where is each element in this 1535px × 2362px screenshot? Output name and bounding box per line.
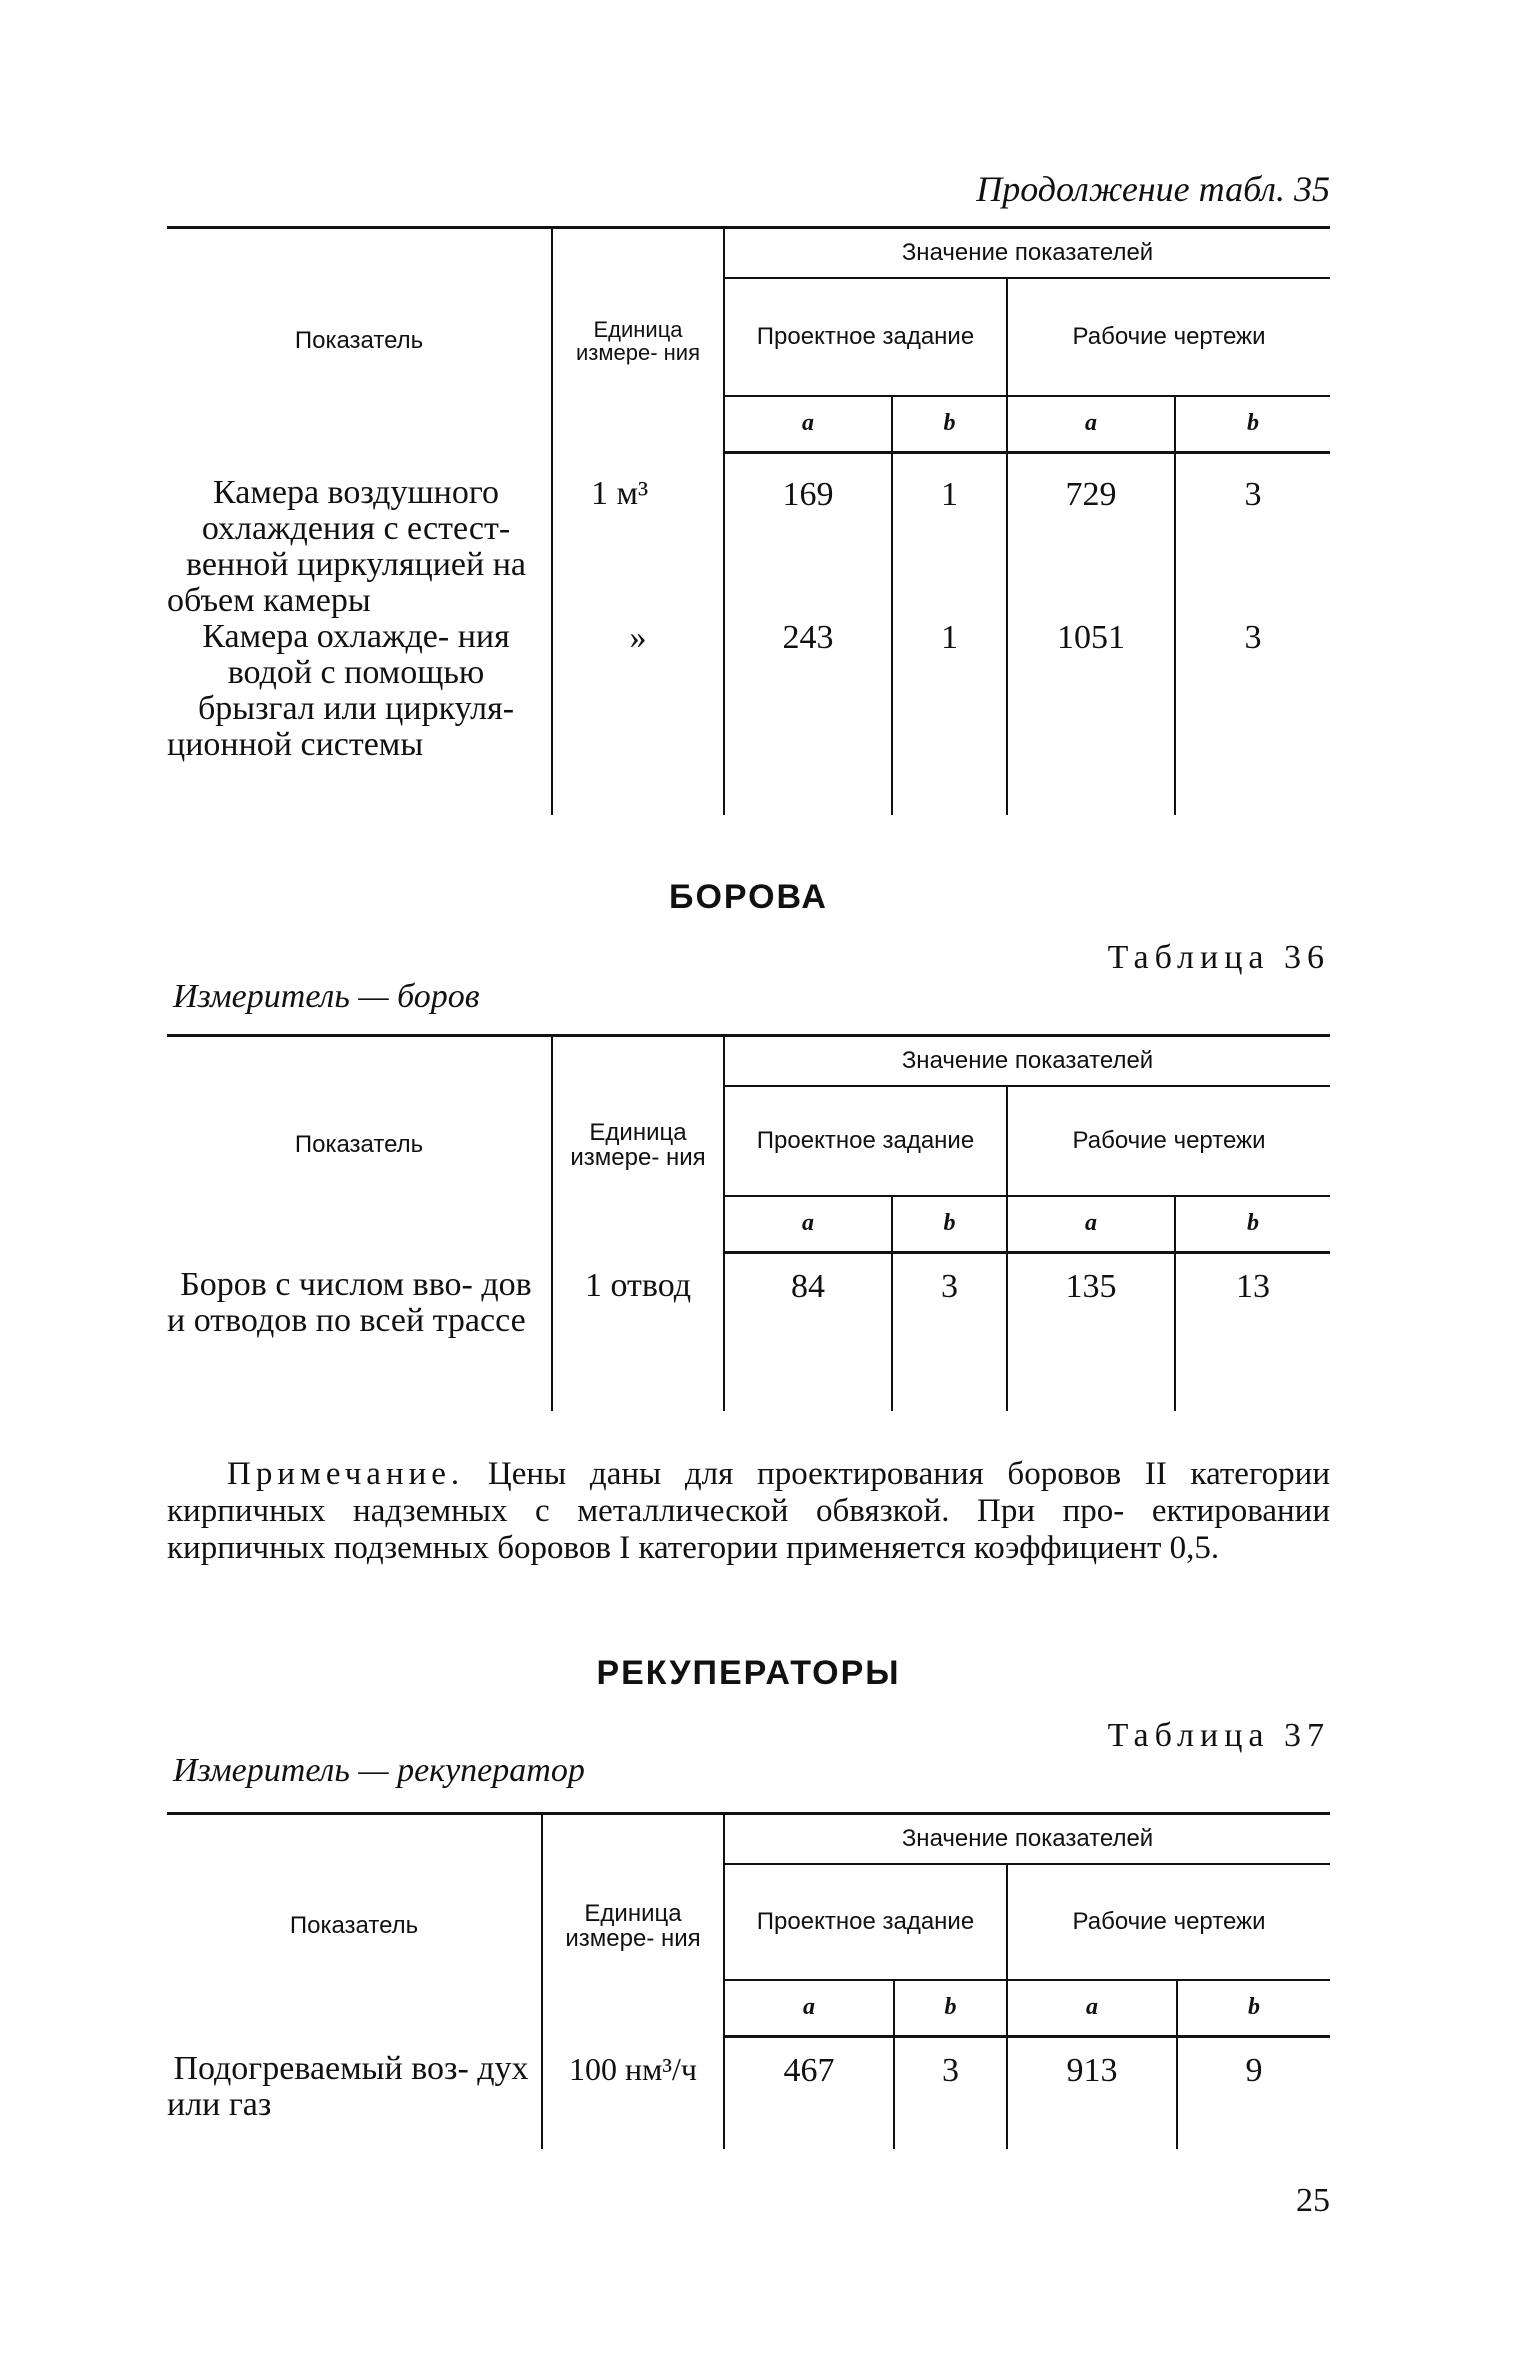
row-drawings-a: 913: [1007, 2037, 1177, 2149]
header-project: Проектное задание: [724, 1864, 1007, 1980]
table-row: [167, 619, 1330, 815]
header-drawings: Рабочие чертежи: [1007, 278, 1330, 396]
header-values-group: Значение показателей: [724, 1036, 1330, 1087]
header-values-group: Значение показателей: [724, 1814, 1330, 1865]
row-unit: 1 отвод: [552, 1253, 724, 1411]
measure-36: Измеритель — боров: [173, 978, 480, 1015]
row-project-b: 1: [892, 619, 1007, 815]
row-drawings-b: 13: [1175, 1253, 1330, 1411]
header-a: a: [1007, 1196, 1175, 1253]
header-b: b: [1175, 1196, 1330, 1253]
continuation-caption: Продолжение табл. 35: [976, 169, 1330, 209]
header-b: b: [1175, 396, 1330, 453]
table-35: [167, 226, 1330, 815]
table-37: [167, 1812, 1330, 2149]
row-project-b: 3: [894, 2037, 1007, 2149]
row-drawings-b: 3: [1175, 619, 1330, 815]
row-unit: »: [552, 619, 724, 815]
row-project-a: 467: [724, 2037, 894, 2149]
header-a: a: [1007, 396, 1175, 453]
header-drawings: Рабочие чертежи: [1007, 1086, 1330, 1196]
row-project-b: 3: [892, 1253, 1007, 1411]
row-unit: 1 м³: [552, 453, 724, 619]
row-drawings-b: 9: [1177, 2037, 1330, 2149]
table-36: [167, 1034, 1330, 1411]
row-drawings-a: 1051: [1007, 619, 1175, 815]
header-a: a: [724, 1980, 894, 2037]
header-drawings: Рабочие чертежи: [1007, 1864, 1330, 1980]
table-label-36: Таблица 36: [1107, 939, 1330, 976]
header-indicator: Показатель: [167, 1036, 552, 1253]
header-unit: Единица измере- ния: [552, 1036, 724, 1253]
note-text: Цены даны для проектирования боровов II категории кирпичных надземных с металлической обвязкой. При про- ектировании кирпичных подземных боровов I категории применяется коэффициент 0,5.: [167, 1456, 1330, 1566]
note-label: Примечание.: [227, 1456, 465, 1492]
header-project: Проектное задание: [724, 1086, 1007, 1196]
row-project-a: 169: [724, 453, 892, 619]
header-b: b: [892, 1196, 1007, 1253]
measure-37: Измеритель — рекуператор: [173, 1752, 585, 1789]
row-indicator: Камера воздушного охлаждения с естест- венной циркуляцией на объем камеры: [167, 473, 527, 619]
row-unit: 100 нм³/ч: [542, 2037, 724, 2149]
row-indicator: Подогреваемый воз- дух или газ: [167, 2049, 529, 2123]
header-indicator: Показатель: [167, 1814, 542, 2037]
table-row: [167, 453, 1330, 619]
table-row: [167, 2037, 1330, 2149]
header-unit: Единица измере- ния: [552, 228, 724, 453]
row-project-a: 84: [724, 1253, 892, 1411]
header-values-group: Значение показателей: [724, 228, 1330, 279]
row-project-b: 1: [892, 453, 1007, 619]
row-drawings-b: 3: [1175, 453, 1330, 619]
header-b: b: [1177, 1980, 1330, 2037]
page-number: 25: [1296, 2182, 1330, 2219]
note-36: [167, 1456, 1330, 1567]
row-drawings-a: 135: [1007, 1253, 1175, 1411]
header-a: a: [724, 1196, 892, 1253]
header-unit: Единица измере- ния: [542, 1814, 724, 2037]
header-b: b: [892, 396, 1007, 453]
row-indicator: Камера охлажде- ния водой с помощью брызгал или циркуля- ционной системы: [167, 617, 515, 763]
header-project: Проектное задание: [724, 278, 1007, 396]
header-indicator: Показатель: [167, 228, 552, 453]
section-title-recuperators: РЕКУПЕРАТОРЫ: [596, 1654, 901, 1692]
row-drawings-a: 729: [1007, 453, 1175, 619]
section-title-borova: БОРОВА: [669, 878, 828, 916]
header-a: a: [724, 396, 892, 453]
table-label-37: Таблица 37: [1107, 1717, 1330, 1754]
row-project-a: 243: [724, 619, 892, 815]
header-a: a: [1007, 1980, 1177, 2037]
table-row: [167, 1253, 1330, 1411]
row-indicator: Боров с числом вво- дов и отводов по всей трассе: [167, 1265, 532, 1339]
header-b: b: [894, 1980, 1007, 2037]
